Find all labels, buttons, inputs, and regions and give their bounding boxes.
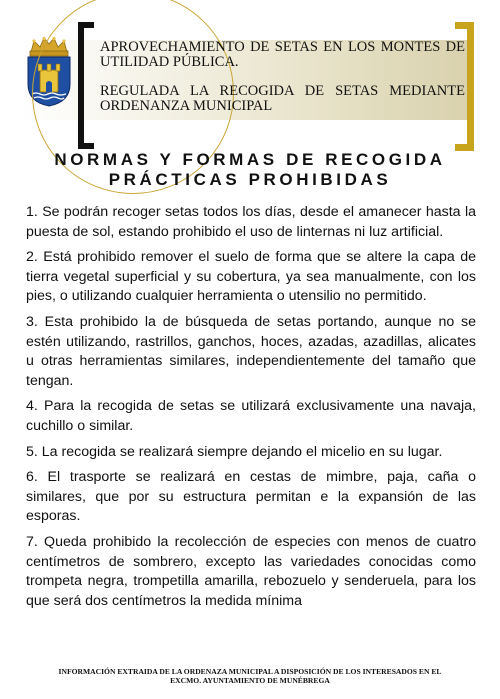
- footer-line-2: EXCMO. AYUNTAMIENTO DE MUNÉBREGA: [170, 676, 330, 685]
- title-line-2: PRÁCTICAS PROHIBIDAS: [108, 170, 392, 189]
- header-bracket-left: [78, 22, 94, 149]
- coat-of-arms-icon: [22, 36, 76, 108]
- rule-2: 2. Está prohibido remover el suelo de forma que se altere la capa de tierra vegetal superficial y su cobertura, ya sea manualmente, con los pies, o utilizando cualquier herramienta o utensilio no permitido.: [26, 249, 476, 305]
- footer-line-1: INFORMACIÓN EXTRAIDA DE LA ORDENAZA MUNICIPAL A DISPOSICIÓN DE LOS INTERESADOS EN EL: [58, 667, 442, 676]
- rules-list: [26, 203, 476, 617]
- page-title: [0, 150, 500, 190]
- rule-6: 6. El trasporte se realizará en cestas de mimbre, paja, caña o similares, que por su estructura permitan e la expansión de las esporas.: [26, 469, 476, 525]
- title-line-1: NORMAS Y FORMAS DE RECOGIDA: [54, 150, 446, 169]
- rule-1: 1. Se podrán recoger setas todos los días, desde el amanecer hasta la puesta de sol, estando prohibido el uso de linternas ni luz artificial.: [26, 204, 476, 240]
- header-line-1: APROVECHAMIENTO DE SETAS EN LOS MONTES DE UTILIDAD PÚBLICA.: [100, 39, 465, 70]
- rule-3: 3. Esta prohibido la de búsqueda de setas portando, aunque no se estén utilizando, rastrillos, ganchos, hoces, azadas, azadillas, alicates u otras herramientas similares, independientemente del tamaño que tengan.: [26, 313, 476, 389]
- rule-4: 4. Para la recogida de setas se utilizará exclusivamente una navaja, cuchillo o similar.: [26, 398, 476, 434]
- footer-note: [30, 667, 470, 685]
- rule-7: 7. Queda prohibido la recolección de especies con menos de cuatro centímetros de sombrero, excepto las variedades conocidas como trompeta negra, trompetilla amarilla, rebozuelo y senderuela, para los que será dos centímetros la medida mínima: [26, 533, 476, 609]
- header-text: [100, 40, 465, 114]
- header-line-2: REGULADA LA RECOGIDA DE SETAS MEDIANTE ORDENANZA MUNICIPAL: [100, 83, 465, 114]
- rule-5: 5. La recogida se realizará siempre dejando el micelio en su lugar.: [26, 443, 443, 460]
